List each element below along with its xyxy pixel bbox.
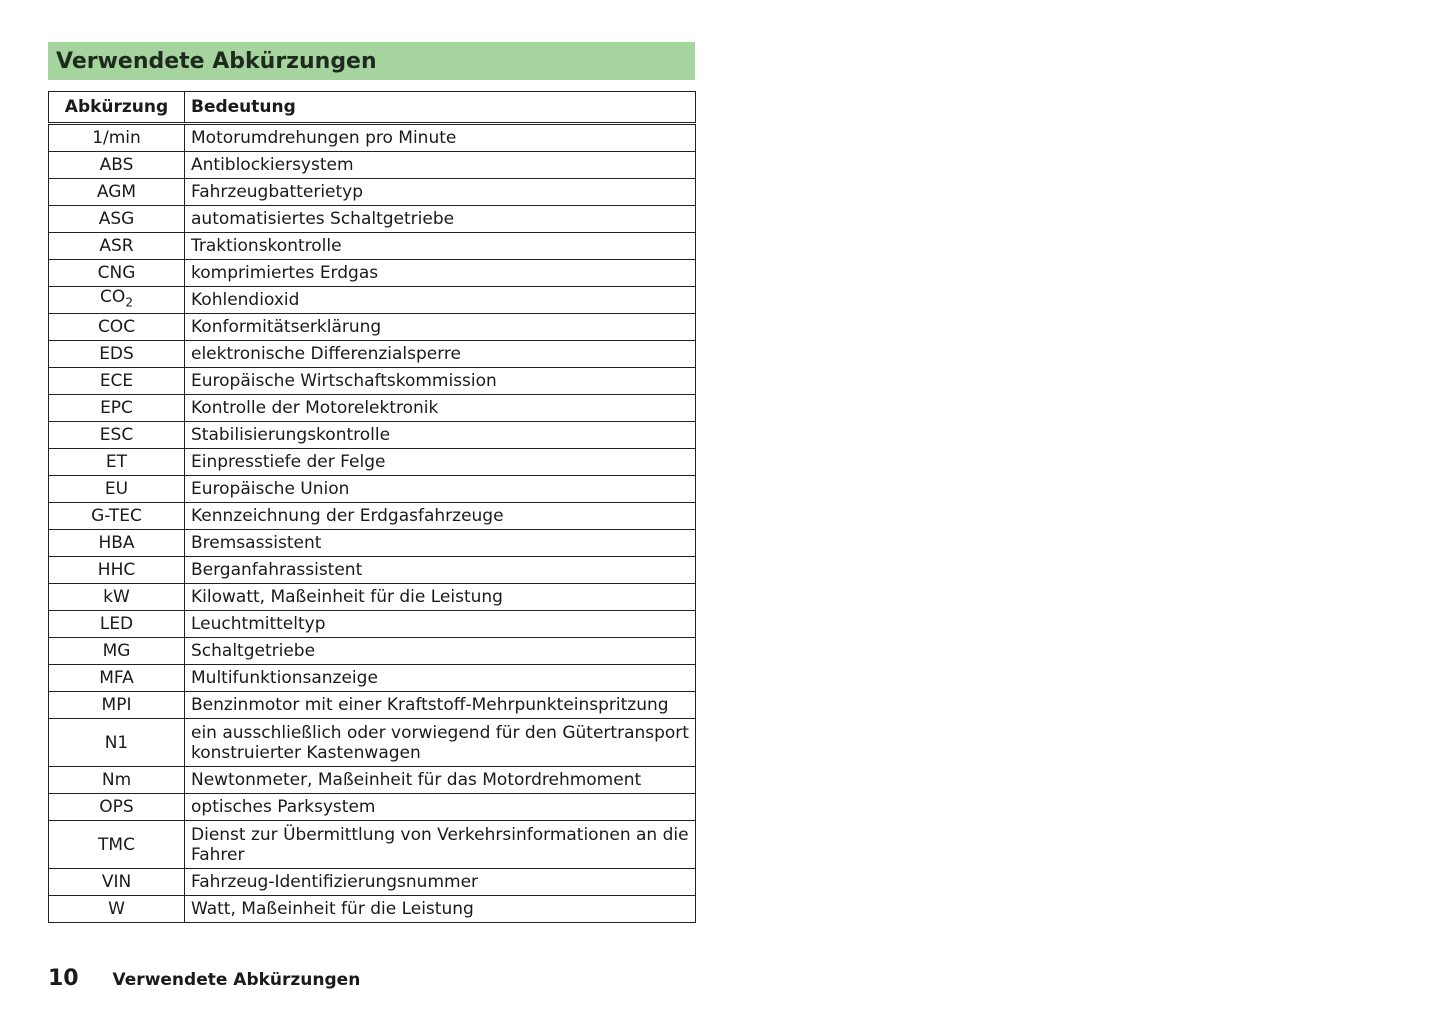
page-number: 10 (48, 966, 79, 991)
abbreviation-cell (49, 692, 185, 719)
abbreviation-cell (49, 476, 185, 503)
table-row (49, 503, 696, 530)
abbreviation-cell (49, 719, 185, 767)
table-row (49, 395, 696, 422)
abbreviation-text: CNG (97, 263, 136, 283)
table-row (49, 719, 696, 767)
table-row (49, 638, 696, 665)
table-row (49, 206, 696, 233)
table-row (49, 530, 696, 557)
table-row (49, 896, 696, 923)
meaning-cell: Schaltgetriebe (185, 638, 696, 665)
table-row (49, 767, 696, 794)
column-header-abbreviation: Abkürzung (49, 92, 185, 124)
abbreviation-cell (49, 896, 185, 923)
abbreviation-cell (49, 767, 185, 794)
meaning-cell: Kilowatt, Maßeinheit für die Leistung (185, 584, 696, 611)
page-footer (48, 966, 360, 991)
table-row (49, 449, 696, 476)
meaning-cell: Watt, Maßeinheit für die Leistung (185, 896, 696, 923)
abbreviation-cell (49, 314, 185, 341)
abbreviation-cell (49, 530, 185, 557)
table-row (49, 287, 696, 314)
abbreviation-text: LED (99, 614, 134, 634)
table-row (49, 368, 696, 395)
meaning-cell: elektronische Differenzialsperre (185, 341, 696, 368)
table-row (49, 692, 696, 719)
meaning-cell: Bremsassistent (185, 530, 696, 557)
abbreviation-text: MFA (99, 668, 134, 688)
abbreviation-cell (49, 794, 185, 821)
table-row (49, 314, 696, 341)
abbreviation-text: MPI (101, 695, 132, 715)
table-row (49, 476, 696, 503)
abbreviations-table (48, 91, 696, 923)
abbreviation-cell (49, 821, 185, 869)
table-row (49, 152, 696, 179)
abbreviation-text: HHC (97, 560, 136, 580)
abbreviation-cell (49, 260, 185, 287)
abbreviation-text: ESC (99, 425, 134, 445)
meaning-cell: Benzinmotor mit einer Kraftstoff-Mehrpunkteinspritzung (185, 692, 696, 719)
meaning-cell: Multifunktionsanzeige (185, 665, 696, 692)
meaning-cell: automatisiertes Schaltgetriebe (185, 206, 696, 233)
meaning-cell: Leuchtmitteltyp (185, 611, 696, 638)
abbreviation-text: OPS (99, 797, 134, 817)
meaning-cell: Stabilisierungskontrolle (185, 422, 696, 449)
abbreviation-text: ASG (98, 209, 135, 229)
abbreviation-text: 1/min (92, 128, 141, 148)
abbreviation-text: ASR (99, 236, 134, 256)
abbreviation-cell (49, 152, 185, 179)
table-row (49, 260, 696, 287)
abbreviation-subscript: 2 (125, 295, 133, 310)
meaning-cell: Kontrolle der Motorelektronik (185, 395, 696, 422)
table-row (49, 611, 696, 638)
section-heading: Verwendete Abkürzungen (48, 42, 695, 80)
meaning-cell: Kennzeichnung der Erdgasfahrzeuge (185, 503, 696, 530)
abbreviation-text: CO (100, 287, 126, 308)
abbreviation-cell (49, 503, 185, 530)
abbreviation-text: kW (103, 587, 130, 607)
abbreviation-text: W (108, 899, 125, 919)
abbreviation-cell (49, 557, 185, 584)
abbreviation-cell (49, 665, 185, 692)
meaning-cell: Fahrzeug-Identifizierungsnummer (185, 869, 696, 896)
abbreviation-text: G-TEC (91, 506, 142, 526)
abbreviation-cell (49, 341, 185, 368)
abbreviation-text: HBA (98, 533, 135, 553)
abbreviation-text: COC (97, 317, 136, 337)
meaning-cell: Europäische Wirtschaftskommission (185, 368, 696, 395)
abbreviation-cell (49, 638, 185, 665)
abbreviation-text: ABS (99, 155, 134, 175)
abbreviation-text: TMC (98, 834, 135, 855)
table-row (49, 584, 696, 611)
meaning-cell: Dienst zur Übermittlung von Verkehrsinformationen an die Fahrer (185, 821, 696, 869)
abbreviation-text: AGM (96, 182, 137, 202)
abbreviation-text: ECE (99, 371, 134, 391)
table-row (49, 794, 696, 821)
abbreviation-cell (49, 287, 185, 314)
abbreviation-text: VIN (101, 872, 132, 892)
table-row (49, 124, 696, 152)
abbreviation-cell (49, 611, 185, 638)
meaning-cell: ein ausschließlich oder vorwiegend für den Gütertransport konstruierter Kastenwagen (185, 719, 696, 767)
meaning-cell: Traktionskontrolle (185, 233, 696, 260)
meaning-cell: Einpresstiefe der Felge (185, 449, 696, 476)
abbreviation-text: EU (104, 479, 129, 499)
meaning-cell: optisches Parksystem (185, 794, 696, 821)
table-row (49, 179, 696, 206)
meaning-cell: Europäische Union (185, 476, 696, 503)
abbreviation-cell (49, 395, 185, 422)
table-row (49, 665, 696, 692)
meaning-cell: komprimiertes Erdgas (185, 260, 696, 287)
meaning-cell: Fahrzeugbatterietyp (185, 179, 696, 206)
table-header-row (49, 92, 696, 124)
table-row (49, 233, 696, 260)
table-row (49, 869, 696, 896)
abbreviation-cell (49, 368, 185, 395)
abbreviation-text: N1 (104, 732, 129, 753)
table-row (49, 821, 696, 869)
abbreviation-text: ET (105, 452, 128, 472)
meaning-cell: Newtonmeter, Maßeinheit für das Motordrehmoment (185, 767, 696, 794)
abbreviation-cell (49, 869, 185, 896)
abbreviation-text: EPC (100, 398, 133, 418)
abbreviation-cell (49, 233, 185, 260)
abbreviation-cell (49, 449, 185, 476)
table-row (49, 422, 696, 449)
abbreviation-cell (49, 422, 185, 449)
table-row (49, 557, 696, 584)
meaning-cell: Kohlendioxid (185, 287, 696, 314)
table-body (49, 124, 696, 923)
abbreviation-text: Nm (101, 770, 132, 790)
meaning-cell: Antiblockiersystem (185, 152, 696, 179)
meaning-cell: Konformitätserklärung (185, 314, 696, 341)
abbreviation-text: EDS (99, 344, 134, 364)
table-row (49, 341, 696, 368)
footer-section-title: Verwendete Abkürzungen (112, 970, 361, 990)
abbreviation-cell (49, 584, 185, 611)
abbreviation-cell (49, 179, 185, 206)
abbreviation-cell (49, 124, 185, 152)
column-header-meaning: Bedeutung (185, 92, 696, 124)
meaning-cell: Motorumdrehungen pro Minute (185, 124, 696, 152)
abbreviation-text: MG (102, 641, 131, 661)
meaning-cell: Berganfahrassistent (185, 557, 696, 584)
abbreviation-cell (49, 206, 185, 233)
